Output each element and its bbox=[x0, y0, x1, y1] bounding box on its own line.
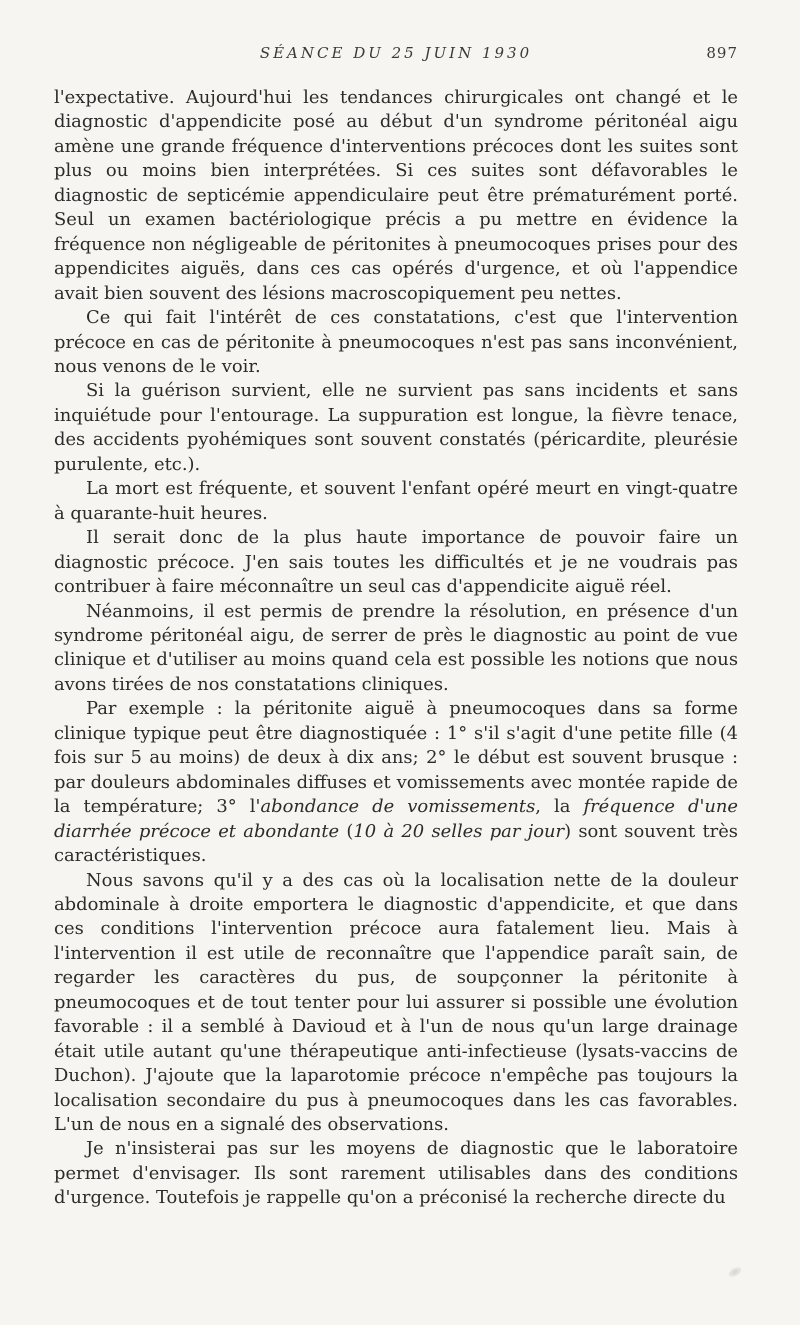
page-header bbox=[54, 44, 738, 66]
paragraph-example bbox=[54, 697, 738, 868]
print-smudge bbox=[727, 1265, 743, 1279]
paragraph: Je n'insisterai pas sur les moyens de diagnostic que le laboratoire permet d'envisager. Ils sont rarement utilisables dans des conditions d'urgence. Toutefois je rappelle qu'on a préconisé la recherche directe du bbox=[54, 1138, 738, 1209]
paragraph: Ce qui fait l'intérêt de ces constatations, c'est que l'intervention précoce en cas de péritonite à pneumocoques n'est pas sans inconvénient, nous venons de le voir. bbox=[54, 307, 738, 377]
page-number: 897 bbox=[706, 44, 738, 62]
italic-run: 10 à 20 selles par jour bbox=[353, 820, 565, 842]
text-run: ) sont souvent très caractéristiques. bbox=[54, 820, 738, 867]
paragraph: Néanmoins, il est permis de prendre la résolution, en présence d'un syndrome péritonéal aigu, de serrer de près le diagnostic au point de vue clinique et d'utiliser au moins quand cela est possible les notions que nous avons tirées de nos constatations cliniques. bbox=[54, 600, 738, 695]
text-run: Par exemple : la péritonite aiguë à pneumocoques dans sa forme clinique typique peut être diagnostiquée : 1° s'il s'agit d'une petite fille (4 fois sur 5 au moins) de deux à dix ans; 2° le début est souvent brusque : par douleurs abdominales diffuses et vomissements avec montée rapide de la température; 3° l' bbox=[54, 698, 738, 818]
paragraph-continued: l'expectative. Aujourd'hui les tendances chirurgicales ont changé et le diagnostic d'appendicite posé au début d'un syndrome péritonéal aigu amène une grande fréquence d'interventions précoces dont les suites sont plus ou moins bien interprétées. Si ces suites sont défavorables le diagnostic de septicémie appendiculaire peut être prématurément porté. Seul un examen bactériologique précis a pu mettre en évidence la fréquence non négligeable de péritonites à pneumocoques prises pour des appendicites aiguës, dans ces cas opérés d'urgence, et où l'appendice avait bien souvent des lésions macroscopiquement peu nettes. bbox=[54, 87, 738, 304]
italic-run: fréquence d'une diarrhée précoce et abondante bbox=[54, 796, 738, 842]
paragraph: Il serait donc de la plus haute importance de pouvoir faire un diagnostic précoce. J'en sais toutes les difficultés et je ne voudrais pas contribuer à faire méconnaître un seul cas d'appendicite aiguë réel. bbox=[54, 527, 738, 598]
paragraph: La mort est fréquente, et souvent l'enfant opéré meurt en vingt-quatre à quarante-huit heures. bbox=[54, 478, 738, 524]
paragraph: Nous savons qu'il y a des cas où la localisation nette de la douleur abdominale à droite emportera le diagnostic d'appendicite, et que dans ces conditions l'intervention précoce aura fatalement lieu. Mais à l'intervention il est utile de reconnaître que l'appendice paraît sain, de regarder les caractères du pus, de soupçonner la péritonite à pneumocoques et de tout tenter pour lui assurer si possible une évolution favorable : il a semblé à Davioud et à l'un de nous qu'un large drainage était utile autant qu'une thérapeutique anti-infectieuse (lysats-vaccins de Duchon). J'ajoute que la laparotomie précoce n'empêche pas toujours la localisation secondaire du pus à pneumocoques dans les cas favorables. L'un de nous en a signalé des observations. bbox=[54, 869, 738, 1136]
body-text bbox=[54, 86, 738, 1211]
running-head: SÉANCE DU 25 JUIN 1930 bbox=[259, 44, 533, 62]
paragraph: Si la guérison survient, elle ne survient pas sans incidents et sans inquiétude pour l'entourage. La suppuration est longue, la fièvre tenace, des accidents pyohémiques sont souvent constatés (péricardite, pleurésie purulente, etc.). bbox=[54, 380, 738, 475]
text-run: ( bbox=[339, 820, 354, 842]
italic-run: abondance de vomissements bbox=[260, 796, 536, 818]
text-run: , la bbox=[535, 796, 584, 818]
